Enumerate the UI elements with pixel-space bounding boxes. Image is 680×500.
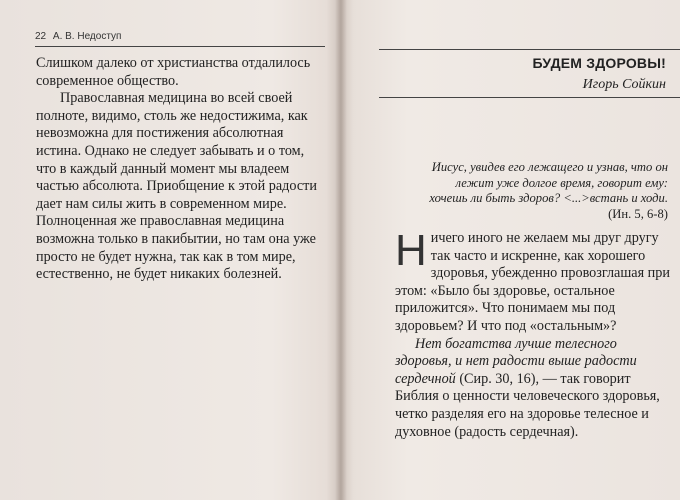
- page-number: 22: [35, 31, 47, 42]
- right-body-text: [395, 226, 671, 441]
- left-page: [0, 0, 335, 500]
- paragraph: [395, 336, 671, 442]
- left-body-text: [36, 55, 326, 284]
- article-title: БУДЕМ ЗДОРОВЫ!: [532, 55, 666, 71]
- book-gutter: [335, 0, 347, 500]
- drop-cap: Н: [395, 226, 427, 275]
- right-page: [347, 0, 680, 500]
- paragraph-text: (Сир. 30, 16), — так говорит Библия о ценности человеческого здоровья, четко разделяя его на здоровье телесное и духовное (радость сердечная).: [395, 370, 660, 440]
- article-author: Игорь Сойкин: [379, 77, 680, 98]
- bible-quote: Нет богатства лучше телесного здоровья, и нет радости выше радости сердечной: [395, 335, 637, 387]
- running-head-author: А. В. Недоступ: [52, 31, 122, 42]
- epigraph: [421, 160, 668, 222]
- paragraph: Православная медицина во всей своей полноте, видимо, столь же недостижима, как невозможна для постижения абсолютная истина. Однако не следует забывать и о том, что в каждый данный момент мы владеем частью абсолюта. Приобщение к этой радости дает нам силы жить в современном мире. Полноценная же православная медицина возможна только в пакибытии, но там она уже просто не будет нужна, так как в том мире, естественно, не будет никаких болезней.: [36, 90, 317, 283]
- epigraph-text: Иисус, увидев его лежащего и узнав, что он лежит уже долгое время, говорит ему: хочешь ли быть здоров? <...>встань и ходи.: [429, 160, 668, 205]
- paragraph: Слишком далеко от христианства отдалилось современное общество.: [36, 55, 311, 89]
- paragraph-text: ичего иного не желаем мы друг другу так часто и искренне, как хорошего здоровья, убежденно провозглашая при этом: «Было бы здоровье, остальное приложится». Что понимаем мы под здоровьем? И что под «остальным»?: [395, 230, 670, 334]
- article-header: [379, 49, 680, 98]
- paragraph: [395, 226, 671, 336]
- epigraph-reference: (Ин. 5, 6-8): [608, 206, 668, 221]
- running-head: [35, 30, 325, 47]
